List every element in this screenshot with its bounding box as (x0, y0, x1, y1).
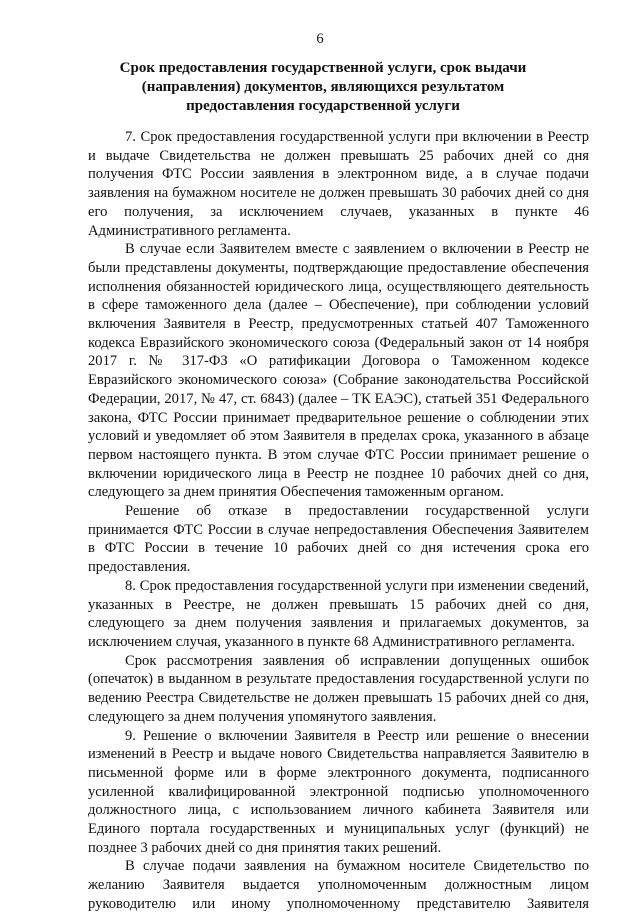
page-number: 6 (316, 31, 324, 47)
paragraph-security: В случае если Заявителем вместе с заявлением о включении в Реестр не были представлены документы, подтверждающие предоставление обеспечения исполнения обязанностей юридического лица, осуществляющего деятельность в сфере таможенного дела (далее – Обеспечение), при соблюдении условий включения Заявителя в Реестр, предусмотренных статьей 407 Таможенного кодекса Евразийского экономического союза (Федеральный закон от 14 ноября 2017 г. № 317-ФЗ «О ратификации Договора о Таможенном кодексе Евразийского экономического союза» (Собрание законодательства Российской Федерации, 2017, № 47, ст. 6843) (далее – ТК ЕАЭС), статьей 351 Федерального закона, ФТС России принимает предварительное решение о соблюдении этих условий и уведомляет об этом Заявителя в пределах срока, указанного в абзаце первом настоящего пункта. В этом случае ФТС России принимает решение о включении юридического лица в Реестр не позднее 10 рабочих дней со дня, следующего за днем принятия Обеспечения таможенным органом. (88, 241, 589, 501)
paragraph-refusal: Решение об отказе в предоставлении государственной услуги принимается ФТС России в случае непредоставления Обеспечения Заявителем в ФТС России в течение 10 рабочих дней со дня истечения срока его предоставления. (88, 503, 589, 576)
paragraph-8: 8. Срок предоставления государственной услуги при изменении сведений, указанных в Реестре, не должен превышать 15 рабочих дней со дня, следующего за днем получения заявления и прилагаемых документов, за исключением случая, указанного в пункте 68 Административного регламента. (88, 577, 589, 650)
paragraph-7: 7. Срок предоставления государственной услуги при включении в Реестр и выдаче Свидетельства не должен превышать 25 рабочих дней со дня получения ФТС России заявления в электронном виде, а в случае подачи заявления на бумажном носителе не должен превышать 30 рабочих дней со дня его получения, за исключением случаев, указанных в пункте 46 Административного регламента. (88, 129, 589, 239)
paragraph-errors: Срок рассмотрения заявления об исправлении допущенных ошибок (опечаток) в выданном в результате предоставления государственной услуги по ведению Реестра Свидетельстве не должен превышать 15 рабочих дней со дня, следующего за днем получения упомянутого заявления. (88, 652, 589, 725)
body-text (88, 128, 589, 914)
paragraph-9: 9. Решение о включении Заявителя в Реестр или решение о внесении изменений в Реестр и выдаче нового Свидетельства направляется Заявителю в письменной форме или в форме электронного документа, подписанного усиленной квалифицированной электронной подписью уполномоченного должностного лица, с использованием личного кабинета Заявителя или Единого портала государственных и муниципальных услуг (функций) не позднее 3 рабочих дней со дня принятия таких решений. (88, 727, 589, 856)
section-heading: Срок предоставления государственной услуги, срок выдачи (направления) документов, являющихся результатом предоставления государственной услуги (119, 60, 527, 114)
paragraph-paper-delivery: В случае подачи заявления на бумажном носителе Свидетельство по желанию Заявителя выдается уполномоченным должностным лицом руководителю или иному уполномоченному представителю Заявителя (88, 858, 589, 912)
